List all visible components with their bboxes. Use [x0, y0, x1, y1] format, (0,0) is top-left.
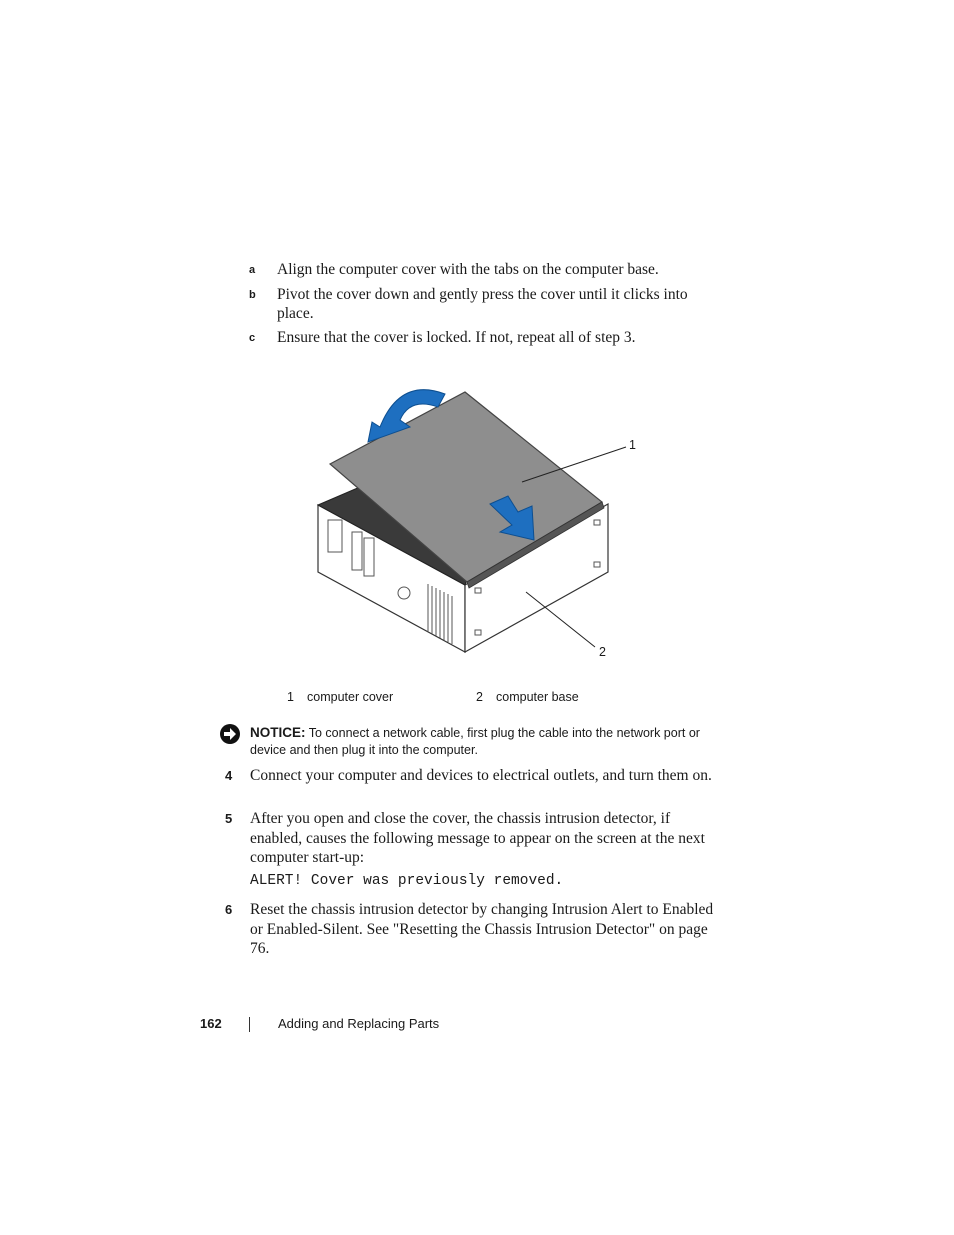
step-number: 4: [225, 768, 233, 783]
substep-b: [249, 285, 719, 323]
legend-item: [476, 690, 579, 704]
step-number: 5: [225, 811, 233, 826]
substep-text: Align the computer cover with the tabs on the computer base.: [277, 261, 659, 278]
substep-c: [249, 328, 719, 347]
step-6: [225, 900, 720, 959]
notice-box: [250, 724, 720, 759]
legend-label: computer base: [496, 690, 579, 704]
notice-arrow-icon: [219, 723, 241, 745]
step-5: [225, 809, 720, 868]
substep-letter: b: [249, 289, 256, 301]
step-number: 6: [225, 902, 233, 917]
legend-number: 1: [287, 690, 294, 704]
callout-number-2: 2: [599, 645, 606, 659]
notice-text: To connect a network cable, first plug the cable into the network port or device and then plug it into the computer.: [250, 726, 700, 757]
page-number: 162: [200, 1016, 222, 1031]
step-text: After you open and close the cover, the chassis intrusion detector, if enabled, causes the following message to appear on the screen at the next computer start-up:: [250, 810, 705, 866]
substep-text: Pivot the cover down and gently press the cover until it clicks into place.: [277, 286, 688, 322]
substep-letter: a: [249, 264, 256, 276]
cover-replacement-illustration: [300, 372, 650, 672]
section-title: Adding and Replacing Parts: [278, 1016, 440, 1031]
notice-heading: NOTICE:: [250, 725, 306, 740]
legend-label: computer cover: [307, 690, 394, 704]
substep-text: Ensure that the cover is locked. If not, repeat all of step 3.: [277, 329, 636, 346]
substep-a: [249, 260, 719, 279]
step-text: Connect your computer and devices to electrical outlets, and turn them on.: [250, 767, 712, 784]
computer-illustration: [300, 372, 650, 672]
alert-message-code: ALERT! Cover was previously removed.: [250, 873, 564, 889]
footer-divider: [249, 1017, 250, 1032]
step-4: [225, 766, 720, 786]
legend-number: 2: [476, 690, 483, 704]
step-text: Reset the chassis intrusion detector by changing Intrusion Alert to Enabled or Enabled-Silent. See "Resetting the Chassis Intrusion Detector" on page 76.: [250, 901, 714, 957]
callout-leader-2: [526, 592, 595, 647]
legend-item: [287, 690, 393, 704]
substep-letter: c: [249, 332, 256, 344]
callout-number-1: 1: [629, 438, 636, 452]
